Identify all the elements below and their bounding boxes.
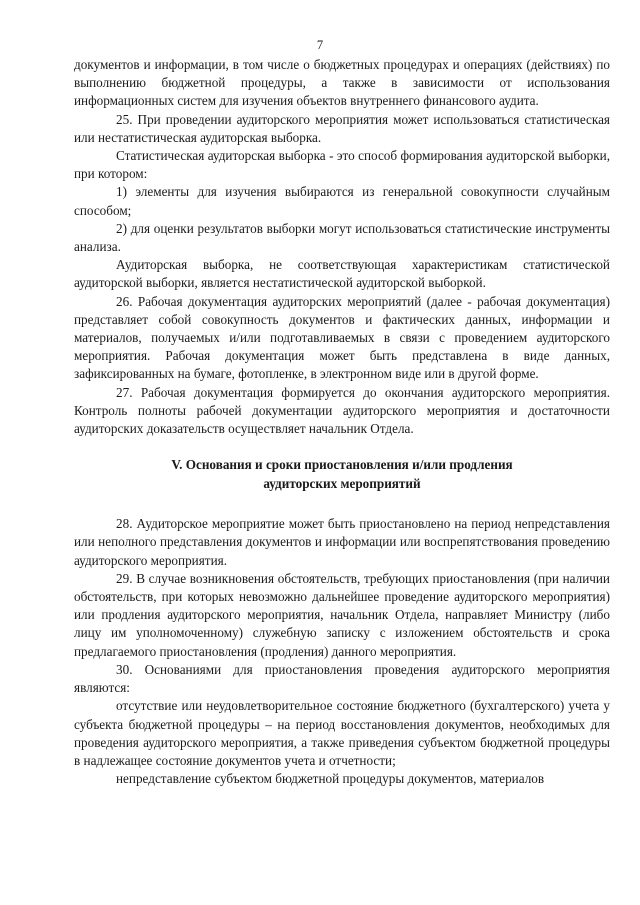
paragraph-28: 28. Аудиторское мероприятие может быть приостановлено на период непредставления или неполного представления документов и информации или воспрепятствования проведению аудиторского мероприятия. xyxy=(74,516,610,568)
section-heading-line: V. Основания и сроки приостановления и/или продления xyxy=(171,457,513,473)
paragraph-27: 27. Рабочая документация формируется до окончания аудиторского мероприятия. Контроль полноты рабочей документации аудиторского мероприятия и достаточности аудиторских доказательств осуществляет начальник Отдела. xyxy=(74,384,610,437)
document-body xyxy=(74,56,610,788)
paragraph-statistical-sample: Статистическая аудиторская выборка - это способ формирования аудиторской выборки, при котором: xyxy=(74,148,610,182)
list-item: 2) для оценки результатов выборки могут использоваться статистические инструменты анализа. xyxy=(74,220,610,255)
paragraph-nonstatistical-sample: Аудиторская выборка, не соответствующая характеристикам статистической аудиторской выборки, является нестатистической аудиторской выборкой. xyxy=(74,257,610,291)
paragraph-25: 25. При проведении аудиторского мероприятия может использоваться статистическая или нестатистическая аудиторская выборка. xyxy=(74,111,610,145)
page-number: 7 xyxy=(316,38,324,52)
list-item: 1) элементы для изучения выбираются из генеральной совокупности случайным способом; xyxy=(74,184,610,218)
paragraph-26: 26. Рабочая документация аудиторских мероприятий (далее - рабочая документация) представляет собой совокупность документов и фактических данных, информации и материалов, получаемых и/или подготавливаемых в связи с проведением аудиторского мероприятия. Рабочая документация может быть представлена в виде данных, зафиксированных на бумаге, фотопленке, в электронном виде или в другой форме. xyxy=(74,293,610,382)
list-item: отсутствие или неудовлетворительное состояние бюджетного (бухгалтерского) учета у субъекта бюджетной процедуры – на период восстановления документов, необходимых для проведения аудиторского мероприятия, а также приведения субъектом бюджетной процедуры в надлежащее состояние документов учета и отчетности; xyxy=(74,698,610,768)
paragraph: документов и информации, в том числе о бюджетных процедурах и операциях (действиях) по выполнению бюджетной процедуры, а также в зависимости от использования информационных систем для изучения объектов внутреннего финансового аудита. xyxy=(74,57,610,109)
paragraph-29: 29. В случае возникновения обстоятельств, требующих приостановления (при наличии обстоятельств, при которых невозможно дальнейшее проведение аудиторского мероприятия) или продления аудиторского мероприятия, начальник Отдела, направляет Министру (либо лицу им уполномоченному) служебную записку с изложением обстоятельств и срока предлагаемого приостановления (продления) данного мероприятия. xyxy=(74,570,610,659)
paragraph-30: 30. Основаниями для приостановления проведения аудиторского мероприятия являются: xyxy=(74,661,610,696)
list-item: непредставление субъектом бюджетной процедуры документов, материалов xyxy=(116,771,545,787)
section-heading xyxy=(74,456,610,493)
section-heading-line: аудиторских мероприятий xyxy=(263,475,421,491)
